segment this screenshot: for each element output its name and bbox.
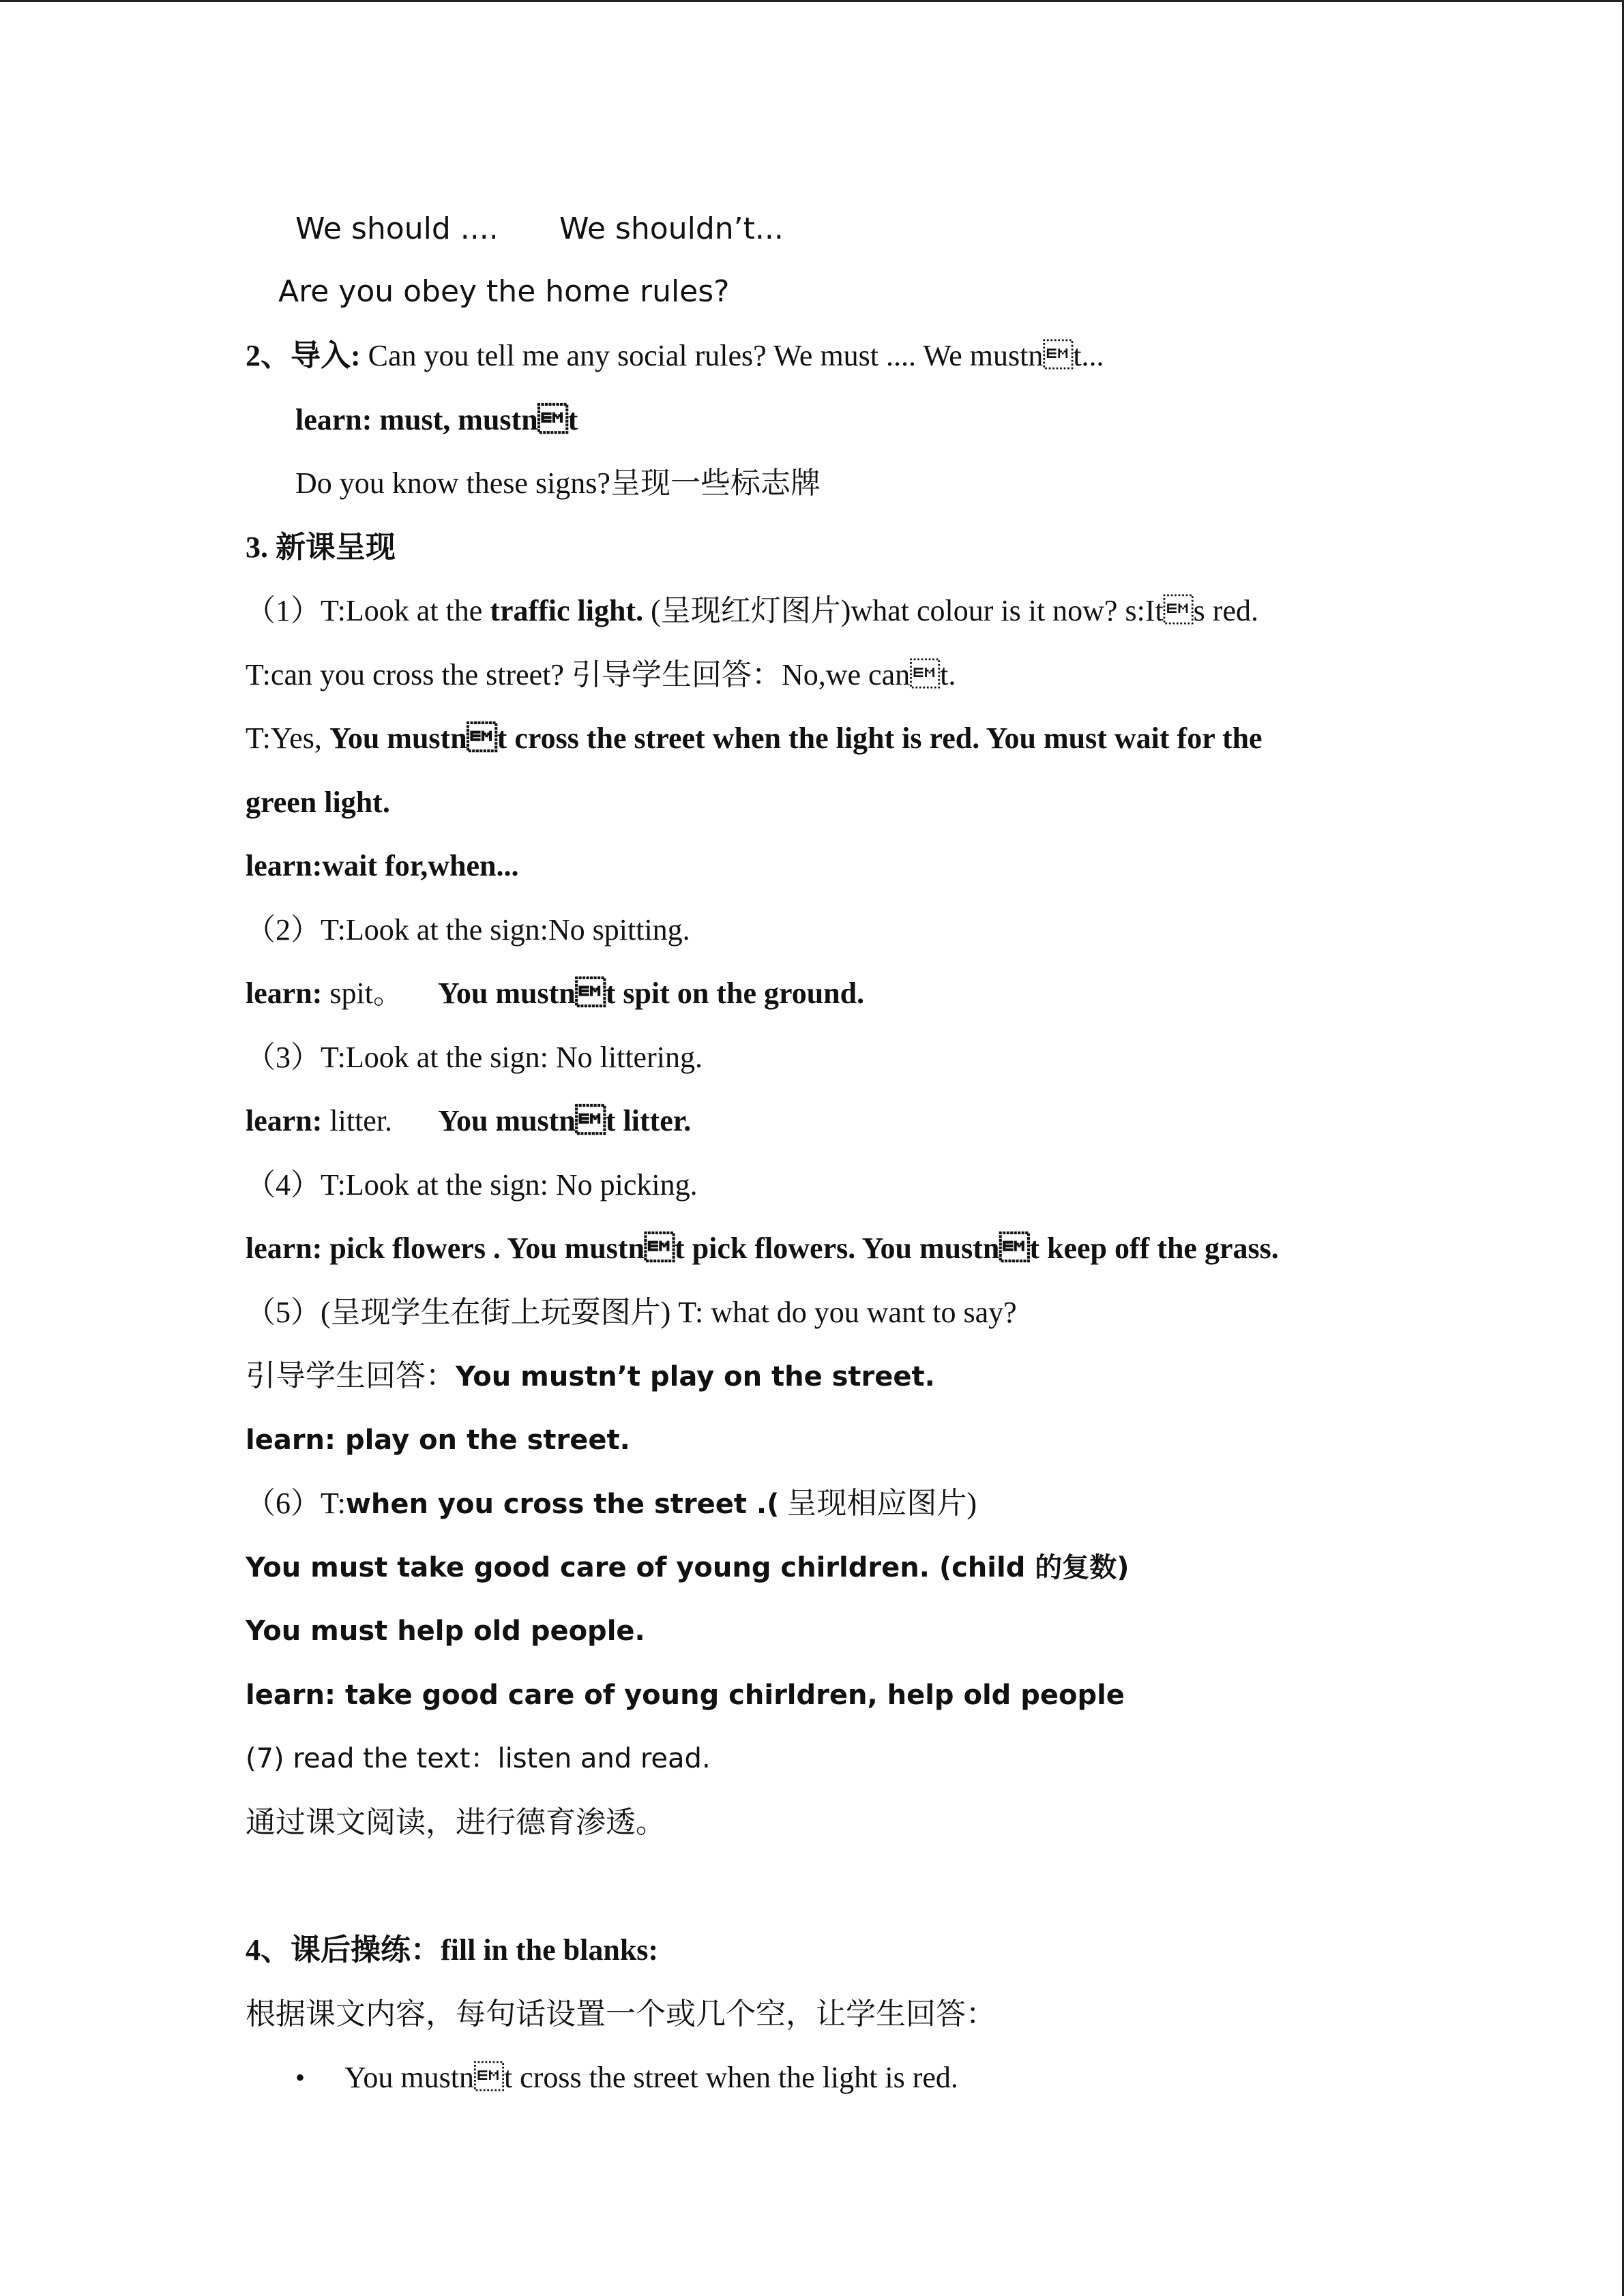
text-line-9-prefix: T:Yes, [246,721,329,755]
step-1-keyword: traffic light. [490,594,644,627]
text-line-9-bold: You mustnt cross the street when the light is red. You must wait for the [329,721,1263,755]
intro-text: Can you tell me any social rules? We must .... We mustnt... [368,339,1104,372]
text-line-28: 根据课文内容，每句话设置一个或几个空，让学生回答： [246,1997,996,2031]
step-1-rest: (呈现红灯图片)what colour is it now? s:Its red. [643,594,1258,627]
text-line-1b: We shouldn’t... [559,211,784,246]
text-line-8: T:can you cross the street? 引导学生回答：No,we cant. [246,658,956,691]
rule-sentence: You mustnt litter. [438,1104,692,1137]
step-6-rest: 呈现相应图片) [779,1487,977,1520]
text-line-1a: We should .... [295,211,499,246]
step-1-prefix: （1）T:Look at the [246,594,490,627]
rule-sentence: You mustnt spit on the ground. [437,976,865,1010]
guide-prefix: 引导学生回答： [246,1359,456,1392]
section-heading-4: 4、课后操练：fill in the blanks: [246,1933,659,1967]
learn-label: learn: [246,1104,323,1137]
step-6-bold: when you cross the street .( [345,1489,780,1520]
text-line-4: learn: must, mustnt [295,403,578,436]
intro-heading: 2、导入: [246,339,361,372]
text-line-16: （4）T:Look at the sign: No picking. [246,1168,698,1202]
text-line-12: （2）T:Look at the sign:No spitting. [246,913,690,946]
section-heading-3: 3. 新课呈现 [246,531,396,564]
text-line-23: You must help old people. [246,1615,645,1647]
text-line-14: （3）T:Look at the sign: No littering. [246,1041,703,1074]
text-line-22: You must take good care of young chirldren. (child 的复数) [246,1552,1130,1583]
text-line-3 [246,337,1104,375]
text-line-10: green light. [246,786,390,819]
learn-label: learn: [246,976,323,1010]
text-line-19 [246,1357,935,1396]
text-line-25: (7) read the text：listen and read. [246,1743,711,1774]
text-line-18: （5）(呈现学生在街上玩耍图片) T: what do you want to say? [246,1296,1017,1329]
text-line-20: learn: play on the street. [246,1425,630,1456]
text-line-13 [246,974,864,1013]
learn-word: litter. [322,1104,393,1137]
text-line-5: Do you know these signs?呈现一些标志牌 [295,466,821,500]
guide-answer: You mustn’t play on the street. [456,1361,935,1392]
text-line-2: Are you obey the home rules? [278,274,730,309]
page-border-top [0,0,1624,2]
bullet-dot: • [295,2062,306,2093]
text-line-26: 通过课文阅读，进行德育渗透。 [246,1806,666,1839]
text-line-21 [246,1485,977,1523]
text-line-11: learn:wait for,when... [246,849,519,882]
text-line-9 [246,719,1263,758]
text-line-24: learn: take good care of young chirldren, help old people [246,1680,1125,1711]
text-line-29: You mustnt cross the street when the light is red. [344,2061,958,2094]
step-6-prefix: （6）T: [246,1487,346,1520]
text-line-15 [246,1102,691,1140]
text-line-17: learn: pick flowers . You mustnt pick flowers. You mustnt keep off the grass. [246,1232,1279,1265]
learn-word: spit。 [322,976,403,1010]
text-line-7 [246,592,1258,630]
